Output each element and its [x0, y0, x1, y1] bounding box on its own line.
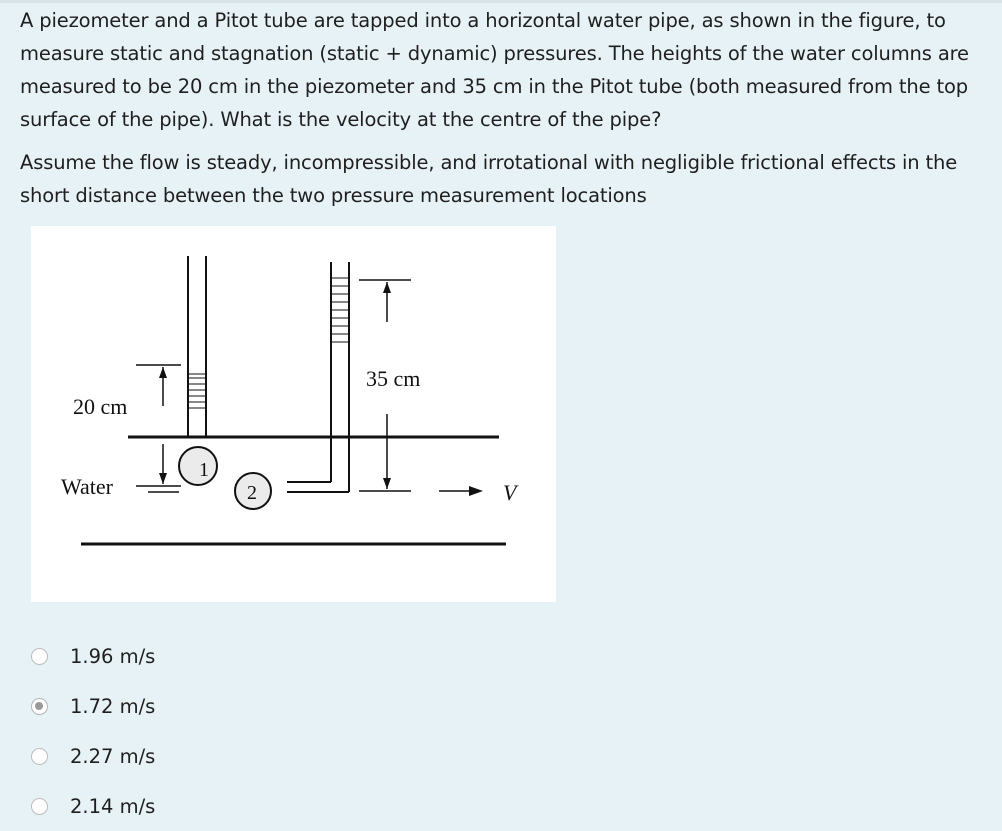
velocity-arrow [439, 486, 483, 496]
answer-option-3[interactable] [31, 736, 431, 776]
answer-option-4[interactable] [31, 786, 431, 826]
dimension-20cm [136, 365, 181, 486]
pitot-tube [287, 262, 349, 492]
label-point-2: 2 [247, 482, 257, 504]
radio-button[interactable] [31, 748, 48, 765]
answer-label: 2.27 m/s [70, 744, 156, 768]
radio-button[interactable] [31, 798, 48, 815]
pipe-figure [31, 226, 556, 602]
question-text-block [20, 4, 990, 212]
answer-option-1[interactable] [31, 636, 431, 676]
answer-option-2[interactable] [31, 686, 431, 726]
radio-button-selected[interactable] [31, 698, 48, 715]
answer-label: 1.72 m/s [70, 694, 156, 718]
label-35cm: 35 cm [366, 366, 421, 391]
pipe-diagram [31, 226, 556, 602]
piezometer-tube [188, 256, 206, 437]
answer-label: 2.14 m/s [70, 794, 156, 818]
radio-button[interactable] [31, 648, 48, 665]
label-water: Water [61, 474, 113, 499]
point-1-marker [179, 447, 217, 485]
top-divider [0, 0, 1002, 3]
label-point-1: 1 [199, 459, 209, 481]
answer-label: 1.96 m/s [70, 644, 156, 668]
assumption-text: Assume the flow is steady, incompressible, and irrotational with negligible frictional effects in the short distance between the two pressure measurement locations [20, 151, 958, 207]
question-text: A piezometer and a Pitot tube are tapped into a horizontal water pipe, as shown in the figure, to measure static and stagnation (static + dynamic) pressures. The heights of the water columns are measured to be 20 cm in the piezometer and 35 cm in the Pitot tube (both measured from the top surface of the pipe). What is the velocity at the centre of the pipe? [20, 9, 969, 131]
label-velocity: V [503, 480, 517, 505]
label-20cm: 20 cm [73, 394, 128, 419]
